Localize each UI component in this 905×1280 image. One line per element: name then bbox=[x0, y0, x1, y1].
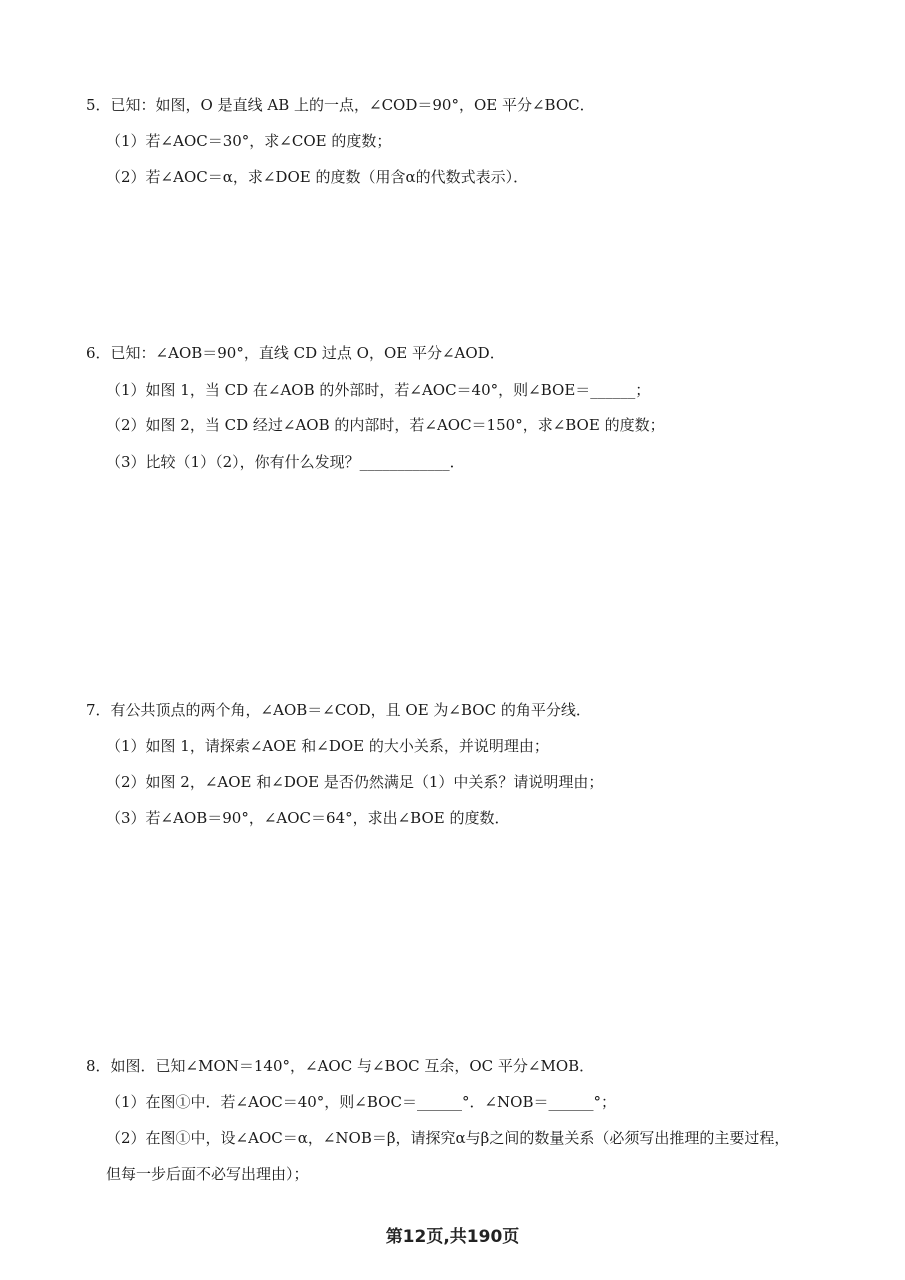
problem-5-part-2: （2）若∠AOC＝α，求∠DOE 的度数（用含α的代数式表示）． bbox=[106, 168, 529, 186]
problem-7-part-3: （3）若∠AOB＝90°，∠AOC＝64°，求出∠BOE 的度数． bbox=[106, 809, 510, 827]
problem-5-part-1: （1）若∠AOC＝30°，求∠COE 的度数； bbox=[106, 132, 392, 150]
problem-8-part-2-continued: 但每一步后面不必写出理由）； bbox=[106, 1165, 309, 1183]
problem-7-stem: 7．有公共顶点的两个角，∠AOB＝∠COD，且 OE 为∠BOC 的角平分线． bbox=[86, 701, 591, 719]
problem-6-stem: 6．已知：∠AOB＝90°，直线 CD 过点 O，OE 平分∠AOD． bbox=[86, 344, 505, 362]
problem-7-part-2: （2）如图 2，∠AOE 和∠DOE 是否仍然满足（1）中关系？请说明理由； bbox=[106, 773, 604, 791]
problem-6-part-2: （2）如图 2，当 CD 经过∠AOB 的内部时，若∠AOC＝150°，求∠BOE 的度数； bbox=[106, 416, 665, 434]
problem-8-part-2: （2）在图①中，设∠AOC＝α，∠NOB＝β，请探究α与β之间的数量关系（必须写出推理的主要过程， bbox=[106, 1129, 790, 1147]
problem-5-stem: 5．已知：如图，O 是直线 AB 上的一点，∠COD＝90°，OE 平分∠BOC． bbox=[86, 96, 595, 114]
problem-8-part-1: （1）在图①中．若∠AOC＝40°，则∠BOC＝______°．∠NOB＝______°； bbox=[106, 1093, 616, 1111]
page-number-footer: 第12页,共190页 bbox=[385, 1227, 520, 1247]
problem-7-part-1: （1）如图 1，请探索∠AOE 和∠DOE 的大小关系，并说明理由； bbox=[106, 737, 549, 755]
problem-6-part-3: （3）比较（1）（2），你有什么发现？____________． bbox=[106, 453, 465, 471]
problem-8-stem: 8．如图．已知∠MON＝140°，∠AOC 与∠BOC 互余，OC 平分∠MOB． bbox=[86, 1057, 595, 1075]
problem-6-part-1: （1）如图 1，当 CD 在∠AOB 的外部时，若∠AOC＝40°，则∠BOE＝______； bbox=[106, 381, 651, 399]
